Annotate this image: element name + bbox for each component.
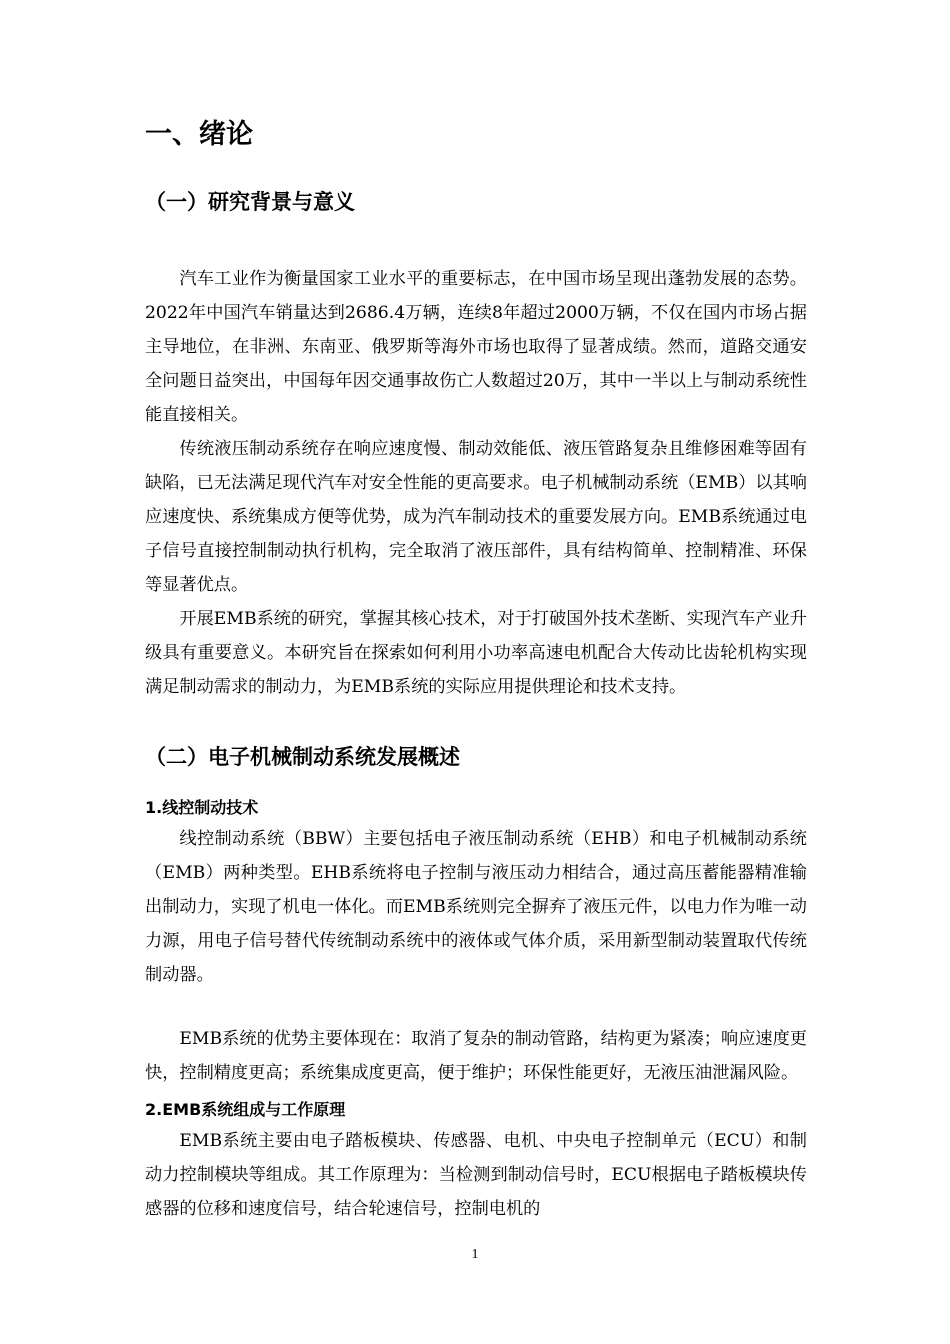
paragraph-bbw-types: 线控制动系统（BBW）主要包括电子液压制动系统（EHB）和电子机械制动系统（EMB）两种类型。EHB系统将电子控制与液压动力相结合，通过高压蓄能器精准输出制动力，实现了机电一体化。而EMB系统则完全摒弃了液压元件，以电力作为唯一动力源，用电子信号替代传统制动系统中的液体或气体介质，采用新型制动装置取代传统制动器。 — [145, 829, 807, 985]
paragraph-industry-status: 汽车工业作为衡量国家工业水平的重要标志，在中国市场呈现出蓬勃发展的态势。2022年中国汽车销量达到2686.4万辆，连续8年超过2000万辆，不仅在国内市场占据主导地位，在非洲、东南亚、俄罗斯等海外市场也取得了显著成绩。然而，道路交通安全问题日益突出，中国每年因交通事故伤亡人数超过20万，其中一半以上与制动系统性能直接相关。 — [145, 269, 807, 425]
paragraph-research-significance: 开展EMB系统的研究，掌握其核心技术，对于打破国外技术垄断、实现汽车产业升级具有重要意义。本研究旨在探索如何利用小功率高速电机配合大传动比齿轮机构实现满足制动需求的制动力，为EMB系统的实际应用提供理论和技术支持。 — [145, 609, 807, 697]
subsection-title-brake-by-wire: 1.线控制动技术 — [145, 798, 259, 817]
subsection-title-emb-components: 2.EMB系统组成与工作原理 — [145, 1100, 346, 1119]
page-number: 1 — [471, 1247, 479, 1262]
paragraph-hydraulic-defects: 传统液压制动系统存在响应速度慢、制动效能低、液压管路复杂且维修困难等固有缺陷，已无法满足现代汽车对安全性能的更高要求。电子机械制动系统（EMB）以其响应速度快、系统集成方便等优势，成为汽车制动技术的重要发展方向。EMB系统通过电子信号直接控制制动执行机构，完全取消了液压部件，具有结构简单、控制精准、环保等显著优点。 — [145, 439, 807, 595]
section-title-emb-overview: （二）电子机械制动系统发展概述 — [145, 745, 460, 769]
section-title-background: （一）研究背景与意义 — [145, 190, 355, 214]
paragraph-emb-advantages: EMB系统的优势主要体现在：取消了复杂的制动管路，结构更为紧凑；响应速度更快，控制精度更高；系统集成度更高，便于维护；环保性能更好，无液压油泄漏风险。 — [145, 1029, 807, 1083]
chapter-title: 一、绪论 — [145, 119, 253, 150]
paragraph-emb-working-principle: EMB系统主要由电子踏板模块、传感器、电机、中央电子控制单元（ECU）和制动力控制模块等组成。其工作原理为：当检测到制动信号时，ECU根据电子踏板模块传感器的位移和速度信号，结合轮速信号，控制电机的 — [145, 1131, 807, 1219]
